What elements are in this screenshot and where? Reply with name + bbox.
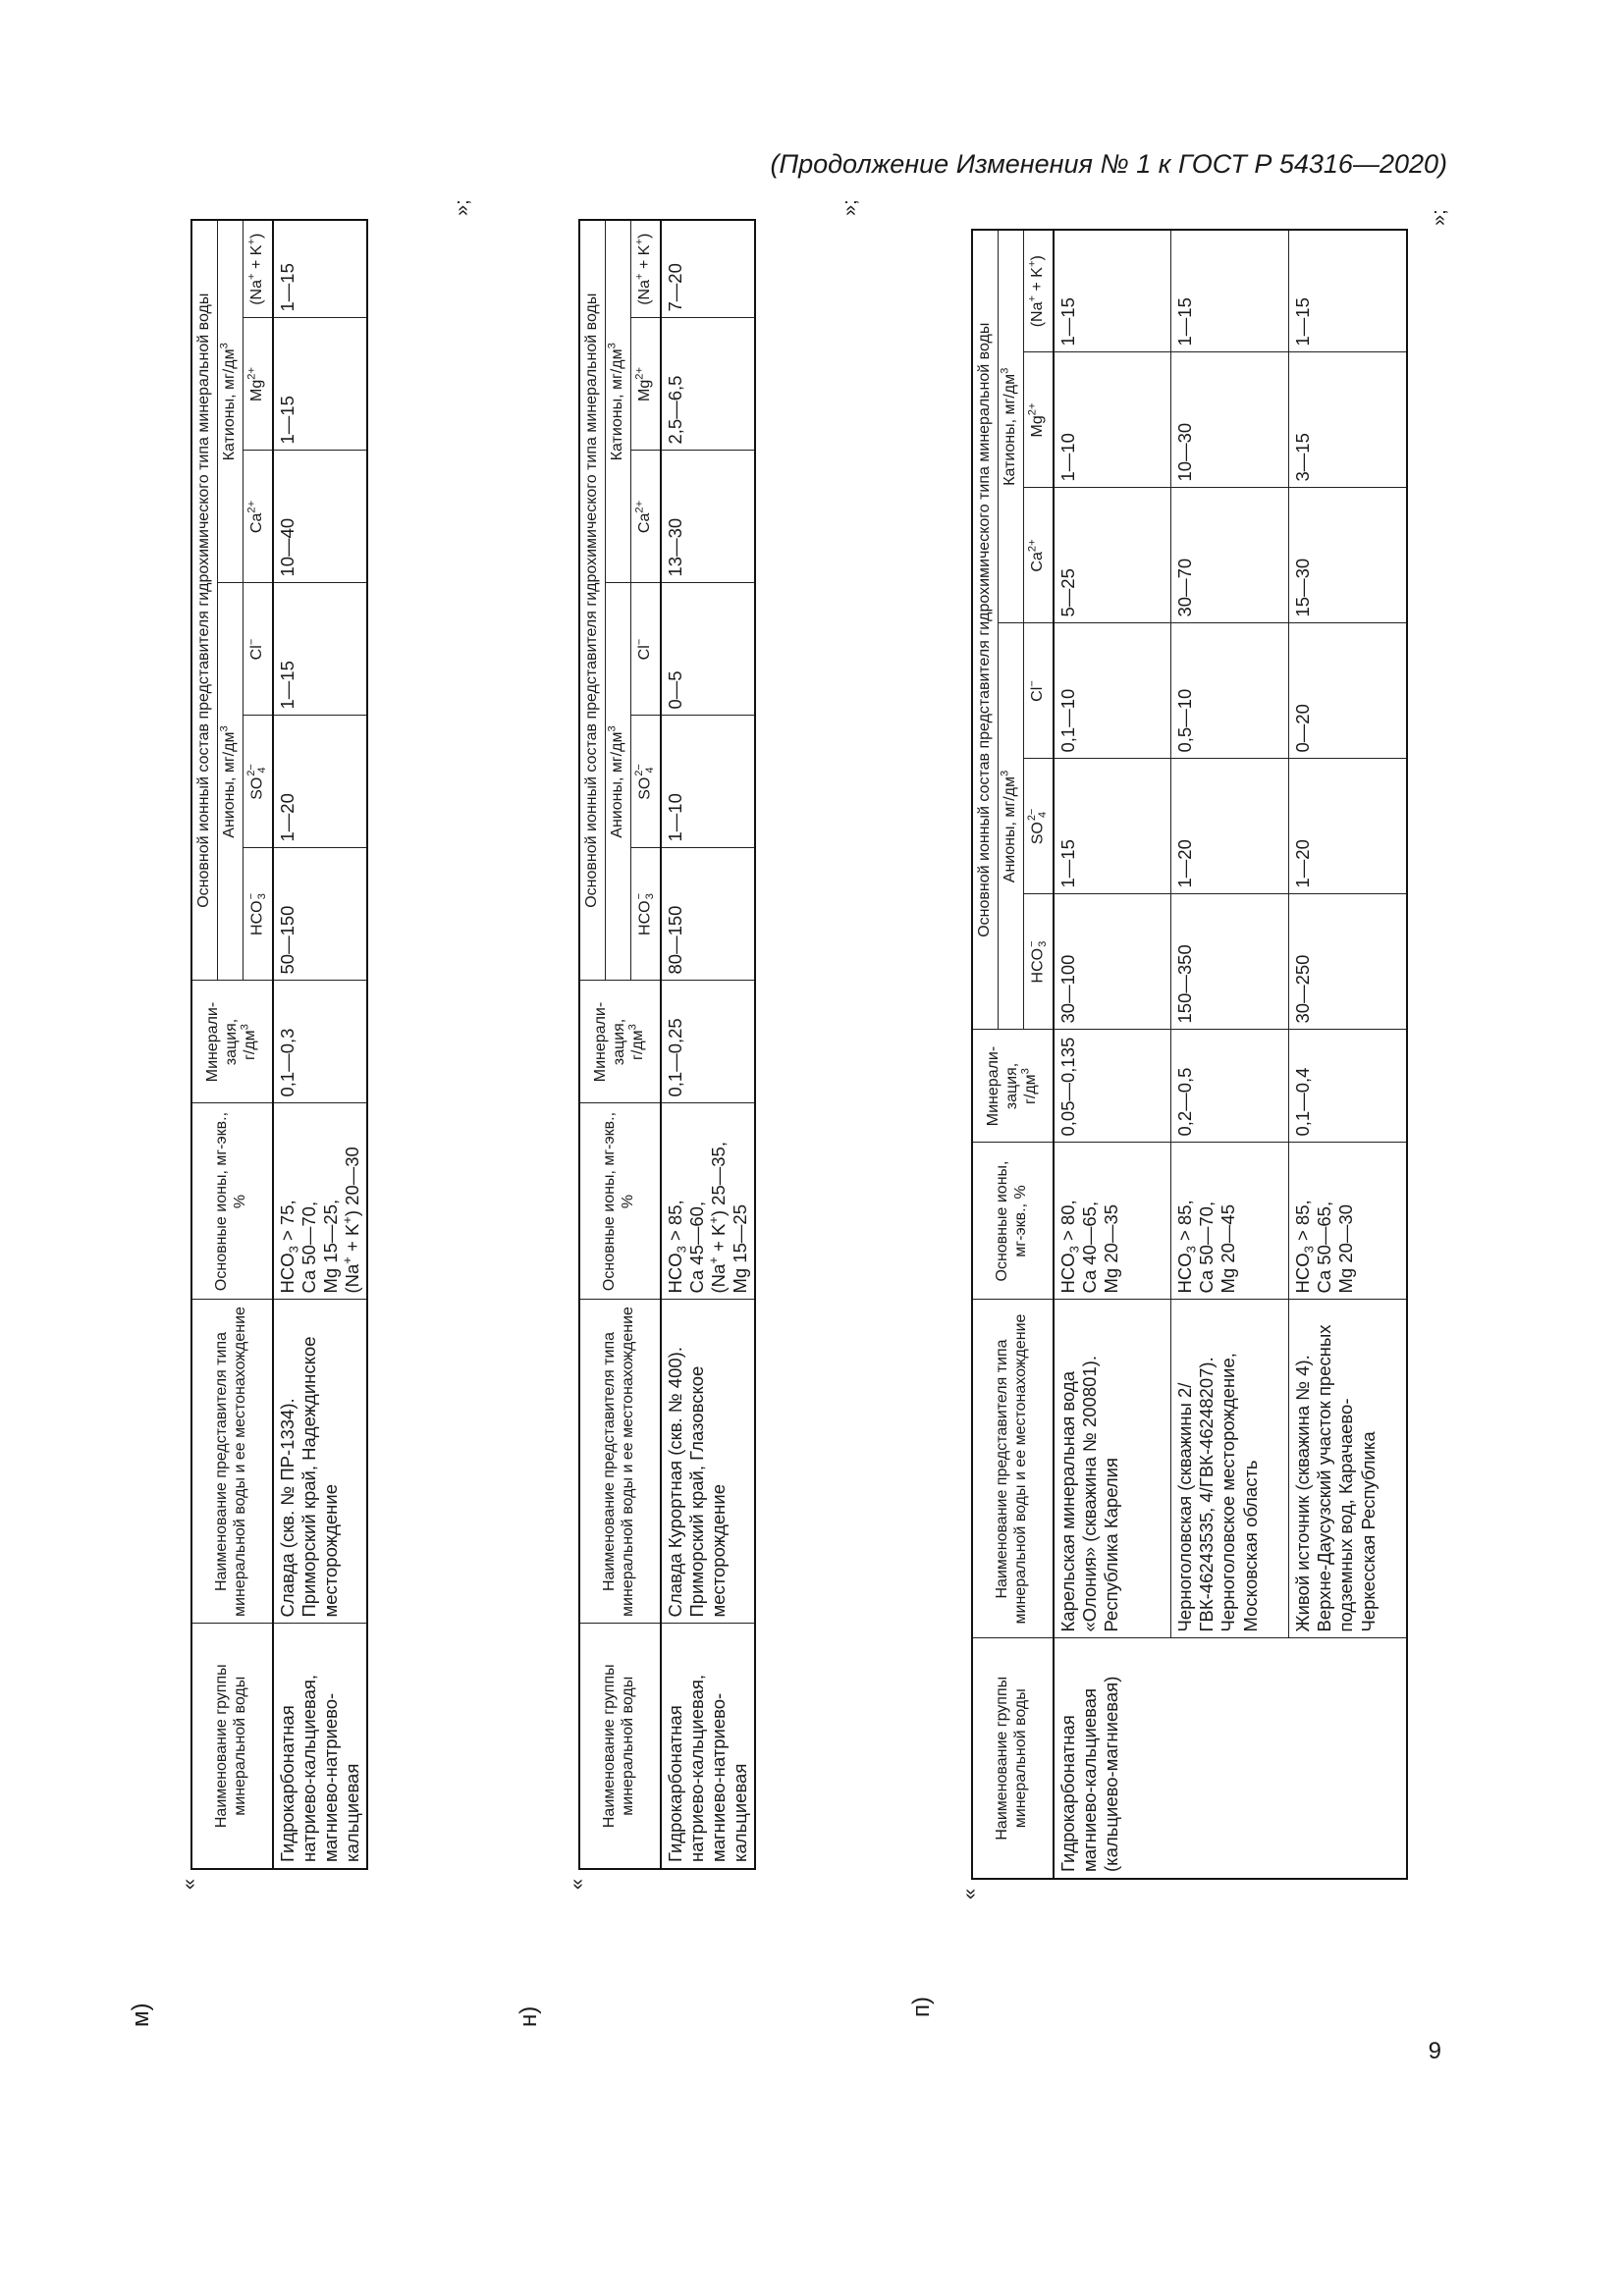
cell-hco3: 50—150 — [273, 848, 368, 981]
header-ions: Основные ионы, мг-экв., % — [191, 1103, 273, 1300]
header-cations: Катионы, $мг/дм^3$ — [605, 220, 630, 583]
ion-line: Ca 50—65, — [1314, 1201, 1335, 1294]
ion-line: Ca 40—65, — [1078, 1201, 1100, 1294]
ion-line: Ca 50—70, — [298, 1201, 319, 1294]
cell-ions — [661, 1103, 756, 1300]
header-mg: $Mg^{2+}$ — [243, 318, 272, 451]
cell-ions — [1171, 1143, 1289, 1300]
ion-line: $HCO_3 > 85$, — [664, 1200, 689, 1294]
ion-line: $HCO_3 > 75$, — [276, 1200, 301, 1294]
cell-hco3: 150—350 — [1171, 894, 1289, 1030]
header-cl: Cl− — [243, 583, 272, 716]
header-name: Наименование представителя типа минеральной воды и ее местонахождение — [579, 1300, 661, 1624]
header-mineralization: Минерали- зация, $г/дм^3$ — [579, 981, 661, 1103]
cell-mg: 10—30 — [1171, 352, 1289, 488]
header-hco3: HCO − 3 — [243, 848, 272, 981]
header-so4: SO 2− 4 — [243, 716, 272, 848]
cell-hco3: 30—250 — [1289, 894, 1407, 1030]
header-name: Наименование представителя типа минеральной воды и ее местонахождение — [191, 1300, 273, 1624]
header-ca: $Ca^{2+}$ — [630, 451, 660, 583]
ion-line: Mg 20—30 — [1335, 1204, 1357, 1294]
page-number: 9 — [1428, 2038, 1441, 2064]
header-group: Наименование группы минеральной воды — [191, 1624, 273, 1869]
header-name: Наименование представителя типа минеральной воды и ее местонахождение — [972, 1300, 1054, 1638]
table-n — [578, 219, 756, 1870]
header-cl: Cl− — [630, 583, 660, 716]
section-label: н) — [515, 2005, 542, 2027]
cell-group: Гидрокарбонатная натриево-кальциевая, магниево-натриево-кальциевая — [661, 1624, 756, 1869]
header-anions: Анионы, $мг/дм^3$ — [217, 583, 243, 981]
cell-ca: 15—30 — [1289, 488, 1407, 623]
table-m — [190, 219, 368, 1870]
cell-ca: 10—40 — [273, 451, 368, 583]
close-quote: »; — [1429, 209, 1450, 226]
cell-nak: 1—15 — [1171, 230, 1289, 352]
cell-name: Живой источник (скважина № 4). Верхне-Даусузский участок пресных подземных вод, Карачаево-Черкесская Республика — [1289, 1300, 1407, 1638]
table-row — [273, 220, 368, 1869]
ion-line: $HCO_3 > 80$, — [1056, 1200, 1082, 1294]
cell-so4: 1—20 — [1171, 759, 1289, 894]
cell-cl: 0—5 — [661, 583, 756, 716]
cell-min: 0,1—0,3 — [273, 981, 368, 1103]
header-mg: $Mg^{2+}$ — [630, 318, 660, 451]
header-so4: SO 2− 4 — [630, 716, 660, 848]
close-quote: »; — [452, 199, 473, 216]
cell-so4: 1—15 — [1054, 759, 1171, 894]
header-composition: Основной ионный состав представителя гидрохимического типа минеральной воды — [579, 220, 605, 981]
page-header: (Продолжение Изменения № 1 к ГОСТ Р 54316—2020) — [770, 149, 1447, 179]
ion-line: (Na+ + K+) 25—35, — [705, 1142, 729, 1294]
cell-nak: 1—15 — [1289, 230, 1407, 352]
header-ions: Основные ионы, мг-экв., % — [972, 1143, 1054, 1300]
cell-nak: 7—20 — [661, 220, 756, 318]
header-anions: Анионы, $мг/дм^3$ — [998, 623, 1023, 1030]
cell-min: 0,1—0,25 — [661, 981, 756, 1103]
cell-ions — [1289, 1143, 1407, 1300]
ion-line: $HCO_3 > 85$, — [1174, 1200, 1199, 1294]
cell-group: Гидрокарбонатная натриево-кальциевая, магниево-натриево-кальциевая — [273, 1624, 368, 1869]
table-row — [661, 220, 756, 1869]
close-quote: »; — [839, 199, 861, 216]
header-nak: (Na+ + K+) — [1023, 230, 1053, 352]
cell-name: Черноголовская (скважины 2/ГВК-46243535, 4/ГВК-46248207). Черноголовское месторождение, Московская область — [1171, 1300, 1289, 1638]
header-nak: (Na+ + K+) — [243, 220, 272, 318]
ion-line: Ca 50—70, — [1196, 1201, 1218, 1294]
cell-nak: 1—15 — [1054, 230, 1171, 352]
section-label: м) — [128, 2002, 154, 2027]
cell-mg: 1—10 — [1054, 352, 1171, 488]
cell-group: Гидрокарбонатная магниево-кальциевая (кальциево-магниевая) — [1054, 1638, 1407, 1879]
cell-so4: 1—20 — [273, 716, 368, 848]
cell-ions — [273, 1103, 368, 1300]
cell-min: 0,1—0,4 — [1289, 1030, 1407, 1143]
header-cl: Cl− — [1023, 623, 1053, 759]
header-mineralization: Минерали- зация, $г/дм^3$ — [972, 1030, 1054, 1143]
cell-mg: 2,5—6,5 — [661, 318, 756, 451]
table-row — [1171, 230, 1289, 1879]
ion-line: Mg 15—25 — [730, 1204, 751, 1294]
table-p — [971, 229, 1408, 1880]
cell-name: Карельская минеральная вода «Олония» (скважина № 200801). Республика Карелия — [1054, 1300, 1171, 1638]
cell-ions — [1054, 1143, 1171, 1300]
cell-hco3: 80—150 — [661, 848, 756, 981]
cell-cl: 0—20 — [1289, 623, 1407, 759]
cell-min: 0,2—0,5 — [1171, 1030, 1289, 1143]
table-row — [1289, 230, 1407, 1879]
header-group: Наименование группы минеральной воды — [972, 1638, 1054, 1879]
header-mg: $Mg^{2+}$ — [1023, 352, 1053, 488]
cell-cl: 0,1—10 — [1054, 623, 1171, 759]
header-so4: SO 2− 4 — [1023, 759, 1053, 894]
open-quote: « — [959, 1888, 981, 1899]
table-row — [1054, 230, 1171, 1879]
open-quote: « — [179, 1878, 200, 1890]
section-label: п) — [908, 1997, 935, 2017]
cell-cl: 1—15 — [273, 583, 368, 716]
header-hco3: HCO − 3 — [630, 848, 660, 981]
header-composition: Основной ионный состав представителя гидрохимического типа минеральной воды — [191, 220, 217, 981]
cell-name: Славда (скв. № ПР-1334). Приморский край, Надеждинское месторождение — [273, 1300, 368, 1624]
header-cations: Катионы, $мг/дм^3$ — [217, 220, 243, 583]
header-hco3: HCO − 3 — [1023, 894, 1053, 1030]
cell-hco3: 30—100 — [1054, 894, 1171, 1030]
header-composition: Основной ионный состав представителя гидрохимического типа минеральной воды — [972, 230, 998, 1030]
cell-mg: 1—15 — [273, 318, 368, 451]
header-group: Наименование группы минеральной воды — [579, 1624, 661, 1869]
cell-ca: 30—70 — [1171, 488, 1289, 623]
cell-so4: 1—20 — [1289, 759, 1407, 894]
header-ca: $Ca^{2+}$ — [243, 451, 272, 583]
cell-ca: 5—25 — [1054, 488, 1171, 623]
ion-line: Ca 45—60, — [685, 1201, 707, 1294]
ion-line: Mg 15—25, — [319, 1199, 341, 1294]
cell-cl: 0,5—10 — [1171, 623, 1289, 759]
header-anions: Анионы, $мг/дм^3$ — [605, 583, 630, 981]
cell-nak: 1—15 — [273, 220, 368, 318]
header-ions: Основные ионы, мг-экв., % — [579, 1103, 661, 1300]
ion-line: Mg 20—35 — [1100, 1204, 1121, 1294]
cell-name: Славда Курортная (скв. № 400). Приморский край, Глазовское месторождение — [661, 1300, 756, 1624]
ion-line: Mg 20—45 — [1218, 1204, 1239, 1294]
cell-so4: 1—10 — [661, 716, 756, 848]
cell-mg: 3—15 — [1289, 352, 1407, 488]
ion-line: $HCO_3 > 85$, — [1292, 1200, 1317, 1294]
header-mineralization: Минерали- зация, $г/дм^3$ — [191, 981, 273, 1103]
header-nak: (Na+ + K+) — [630, 220, 660, 318]
open-quote: « — [567, 1878, 588, 1890]
ion-line: (Na+ + K+) 20—30 — [339, 1147, 363, 1294]
header-ca: $Ca^{2+}$ — [1023, 488, 1053, 623]
cell-ca: 13—30 — [661, 451, 756, 583]
cell-min: 0,05—0,135 — [1054, 1030, 1171, 1143]
header-cations: Катионы, $мг/дм^3$ — [998, 230, 1023, 623]
